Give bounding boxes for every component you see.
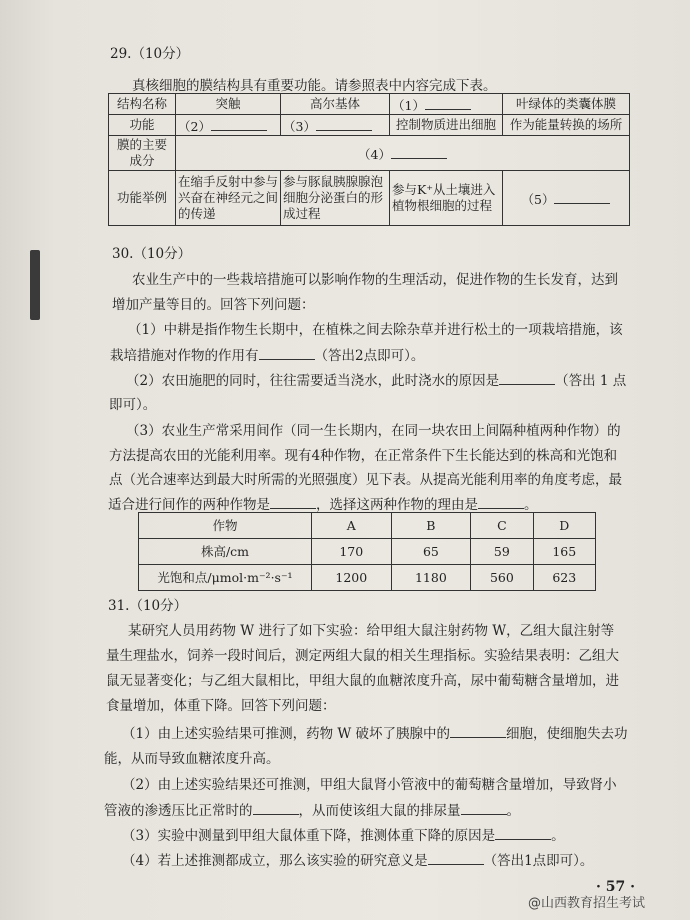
- q29-cell: 参与K⁺从土壤进入植物根细胞的过程: [390, 171, 503, 226]
- q31-intro: 食量增加，体重下降。回答下列问题：: [106, 698, 336, 714]
- q29-cell: （4）: [176, 136, 630, 171]
- q31-header: 31.（10分）: [108, 598, 188, 614]
- q31-part1: （1）由上述实验结果可推测，药物 W 破坏了胰腺中的 细胞，使细胞失去功: [122, 723, 628, 744]
- q30-table-header: D: [533, 513, 595, 539]
- page-number: · 57 ·: [596, 879, 635, 895]
- q29-cell: 参与豚鼠胰腺腺泡细胞分泌蛋白的形成过程: [281, 171, 390, 226]
- q30-part3: 适合进行间作的两种作物是 ，选择这两种作物的理由是 。: [108, 494, 538, 515]
- q31-part1: 能，从而导致血糖浓度升高。: [104, 751, 280, 767]
- q29-cell: 作为能量转换的场所: [503, 115, 630, 136]
- q29-col: 高尔基体: [281, 94, 390, 115]
- q29-col: 叶绿体的类囊体膜: [503, 94, 630, 115]
- q30-intro: 增加产量等目的。回答下列问题：: [112, 297, 315, 313]
- q29-cell: 在缩手反射中参与兴奋在神经元之间的传递: [176, 171, 281, 226]
- q31-part4: （4）若上述推测都成立，那么该实验的研究意义是 （答出1点即可）。: [122, 850, 593, 871]
- q30-part3: 点（光合速率达到最大时所需的光照强度）见下表。从提高光能利用率的角度考虑，最: [109, 472, 622, 488]
- q30-table-cell: 1200: [312, 565, 392, 591]
- q30-part3: （3）农业生产常采用间作（同一生长期内，在同一块农田上间隔种植两种作物）的: [126, 423, 621, 439]
- q30-header: 30.（10分）: [112, 246, 192, 262]
- q30-table-row-label: 光饱和点/μmol·m⁻²·s⁻¹: [139, 565, 312, 591]
- q30-table-cell: 1180: [391, 565, 471, 591]
- q31-intro: 鼠无显著变化；与乙组大鼠相比，甲组大鼠的血糖浓度升高，尿中葡萄糖含量增加，进: [106, 673, 619, 689]
- q30-table-cell: 65: [391, 539, 471, 565]
- q30-table-header: A: [312, 513, 392, 539]
- q30-part3: 方法提高农田的光能利用率。现有4种作物，在正常条件下生长能达到的株高和光饱和: [109, 448, 618, 464]
- q29-row-label: 功能: [109, 115, 176, 136]
- q31-part3: （3）实验中测量到甲组大鼠体重下降，推测体重下降的原因是 。: [122, 825, 565, 846]
- q29-header: 29.（10分）: [110, 46, 190, 62]
- q29-cell: （5）: [503, 171, 630, 226]
- q30-intro: 农业生产中的一些栽培措施可以影响作物的生理活动，促进作物的生长发育，达到: [132, 272, 618, 288]
- q30-table-header: B: [391, 513, 471, 539]
- binder-strip: [30, 250, 40, 320]
- q29-intro: 真核细胞的膜结构具有重要功能。请参照表中内容完成下表。: [132, 78, 497, 94]
- watermark: @山西教育招生考试: [528, 896, 646, 911]
- q30-table-cell: 623: [533, 565, 595, 591]
- q29-col-header-label: 结构名称: [109, 94, 176, 115]
- q29-cell: （3）: [281, 115, 390, 136]
- q30-table-cell: 560: [471, 565, 533, 591]
- q30-table-row-label: 株高/cm: [139, 539, 312, 565]
- q29-col: （1）: [390, 94, 503, 115]
- q31-intro: 量生理盐水，饲养一段时间后，测定两组大鼠的相关生理指标。实验结果表明：乙组大: [106, 648, 619, 664]
- q30-table: [138, 512, 596, 591]
- q29-row-label: 膜的主要成分: [109, 136, 176, 171]
- q30-table-cell: 170: [312, 539, 392, 565]
- q29-cell: 控制物质进出细胞: [390, 115, 503, 136]
- q30-part2: （2）农田施肥的同时，往往需要适当浇水，此时浇水的原因是 （答出 1 点: [126, 370, 626, 391]
- q29-cell: （2）: [176, 115, 281, 136]
- q30-part1: 栽培措施对作物的作用有 （答出2点即可）。: [110, 345, 424, 366]
- q29-table: [108, 93, 630, 226]
- q30-part1: （1）中耕是指作物生长期中，在植株之间去除杂草并进行松土的一项栽培措施，该: [128, 322, 623, 338]
- q31-part2: （2）由上述实验结果还可推测，甲组大鼠肾小管液中的葡萄糖含量增加，导致肾小: [122, 777, 617, 793]
- q31-part2: 管液的渗透压比正常时的 ，从而使该组大鼠的排尿量 。: [104, 800, 520, 821]
- q29-row-label: 功能举例: [109, 171, 176, 226]
- q30-table-cell: 165: [533, 539, 595, 565]
- q31-intro: 某研究人员用药物 W 进行了如下实验：给甲组大鼠注射药物 W，乙组大鼠注射等: [128, 623, 615, 639]
- q30-table-header: 作物: [139, 513, 312, 539]
- q30-table-cell: 59: [471, 539, 533, 565]
- q30-part2: 即可）。: [109, 397, 157, 413]
- q30-table-header: C: [471, 513, 533, 539]
- q29-col: 突触: [176, 94, 281, 115]
